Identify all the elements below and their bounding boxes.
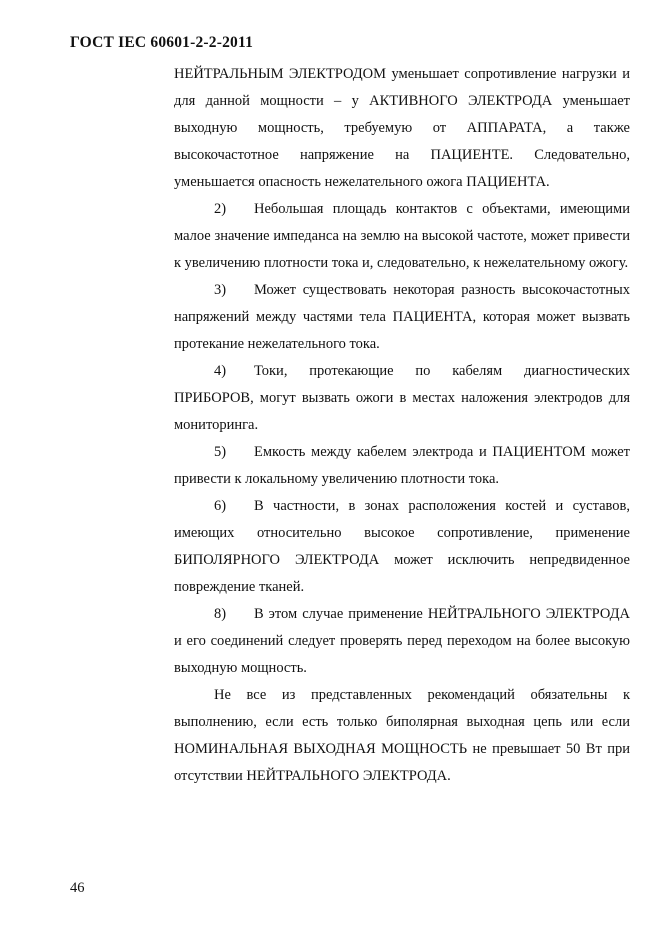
list-item-3 [174,277,630,358]
list-item-6 [174,493,630,601]
item-number: 8) [214,606,227,622]
item-text: Может существовать некоторая разность высокочастотных напряжений между частями тела ПАЦИЕНТА, которая может вызвать протекание нежелательного тока. [174,282,630,352]
item-number: 5) [214,444,227,460]
document-header: ГОСТ IEC 60601-2-2-2011 [70,34,254,51]
item-text: Емкость между кабелем электрода и ПАЦИЕНТОМ может привести к локальному увеличению плотности тока. [174,444,630,487]
item-text: Небольшая площадь контактов с объектами, имеющими малое значение импеданса на землю на высокой частоте, может привести к увеличению плотности тока и, следовательно, к нежелательному ожогу. [174,201,630,271]
page-number: 46 [70,880,85,896]
document-body [174,61,630,790]
list-item-5 [174,439,630,493]
item-text: В этом случае применение НЕЙТРАЛЬНОГО ЭЛЕКТРОДА и его соединений следует проверять перед переходом на более высокую выходную мощность. [174,606,630,676]
list-item-2 [174,196,630,277]
item-text: Токи, протекающие по кабелям диагностических ПРИБОРОВ, могут вызвать ожоги в местах наложения электродов для мониторинга. [174,363,630,433]
list-item-4 [174,358,630,439]
item-text: В частности, в зонах расположения костей и суставов, имеющих относительно высокое сопротивление, применение БИПОЛЯРНОГО ЭЛЕКТРОДА может исключить непредвиденное повреждение тканей. [174,498,630,595]
list-item-8 [174,601,630,682]
item-number: 2) [214,201,227,217]
item-number: 3) [214,282,227,298]
closing-paragraph: Не все из представленных рекомендаций обязательны к выполнению, если есть только биполярная выходная цепь или если НОМИНАЛЬНАЯ ВЫХОДНАЯ МОЩНОСТЬ не превышает 50 Вт при отсутствии НЕЙТРАЛЬНОГО ЭЛЕКТРОДА. [174,687,630,784]
item-number: 6) [214,498,227,514]
item-number: 4) [214,363,227,379]
paragraph-continuation: НЕЙТРАЛЬНЫМ ЭЛЕКТРОДОМ уменьшает сопротивление нагрузки и для данной мощности – у АКТИВНОГО ЭЛЕКТРОДА уменьшает выходную мощность, требуемую от АППАРАТА, а также высокочастотное напряжение на ПАЦИЕНТЕ. Следовательно, уменьшается опасность нежелательного ожога ПАЦИЕНТА. [174,66,630,190]
